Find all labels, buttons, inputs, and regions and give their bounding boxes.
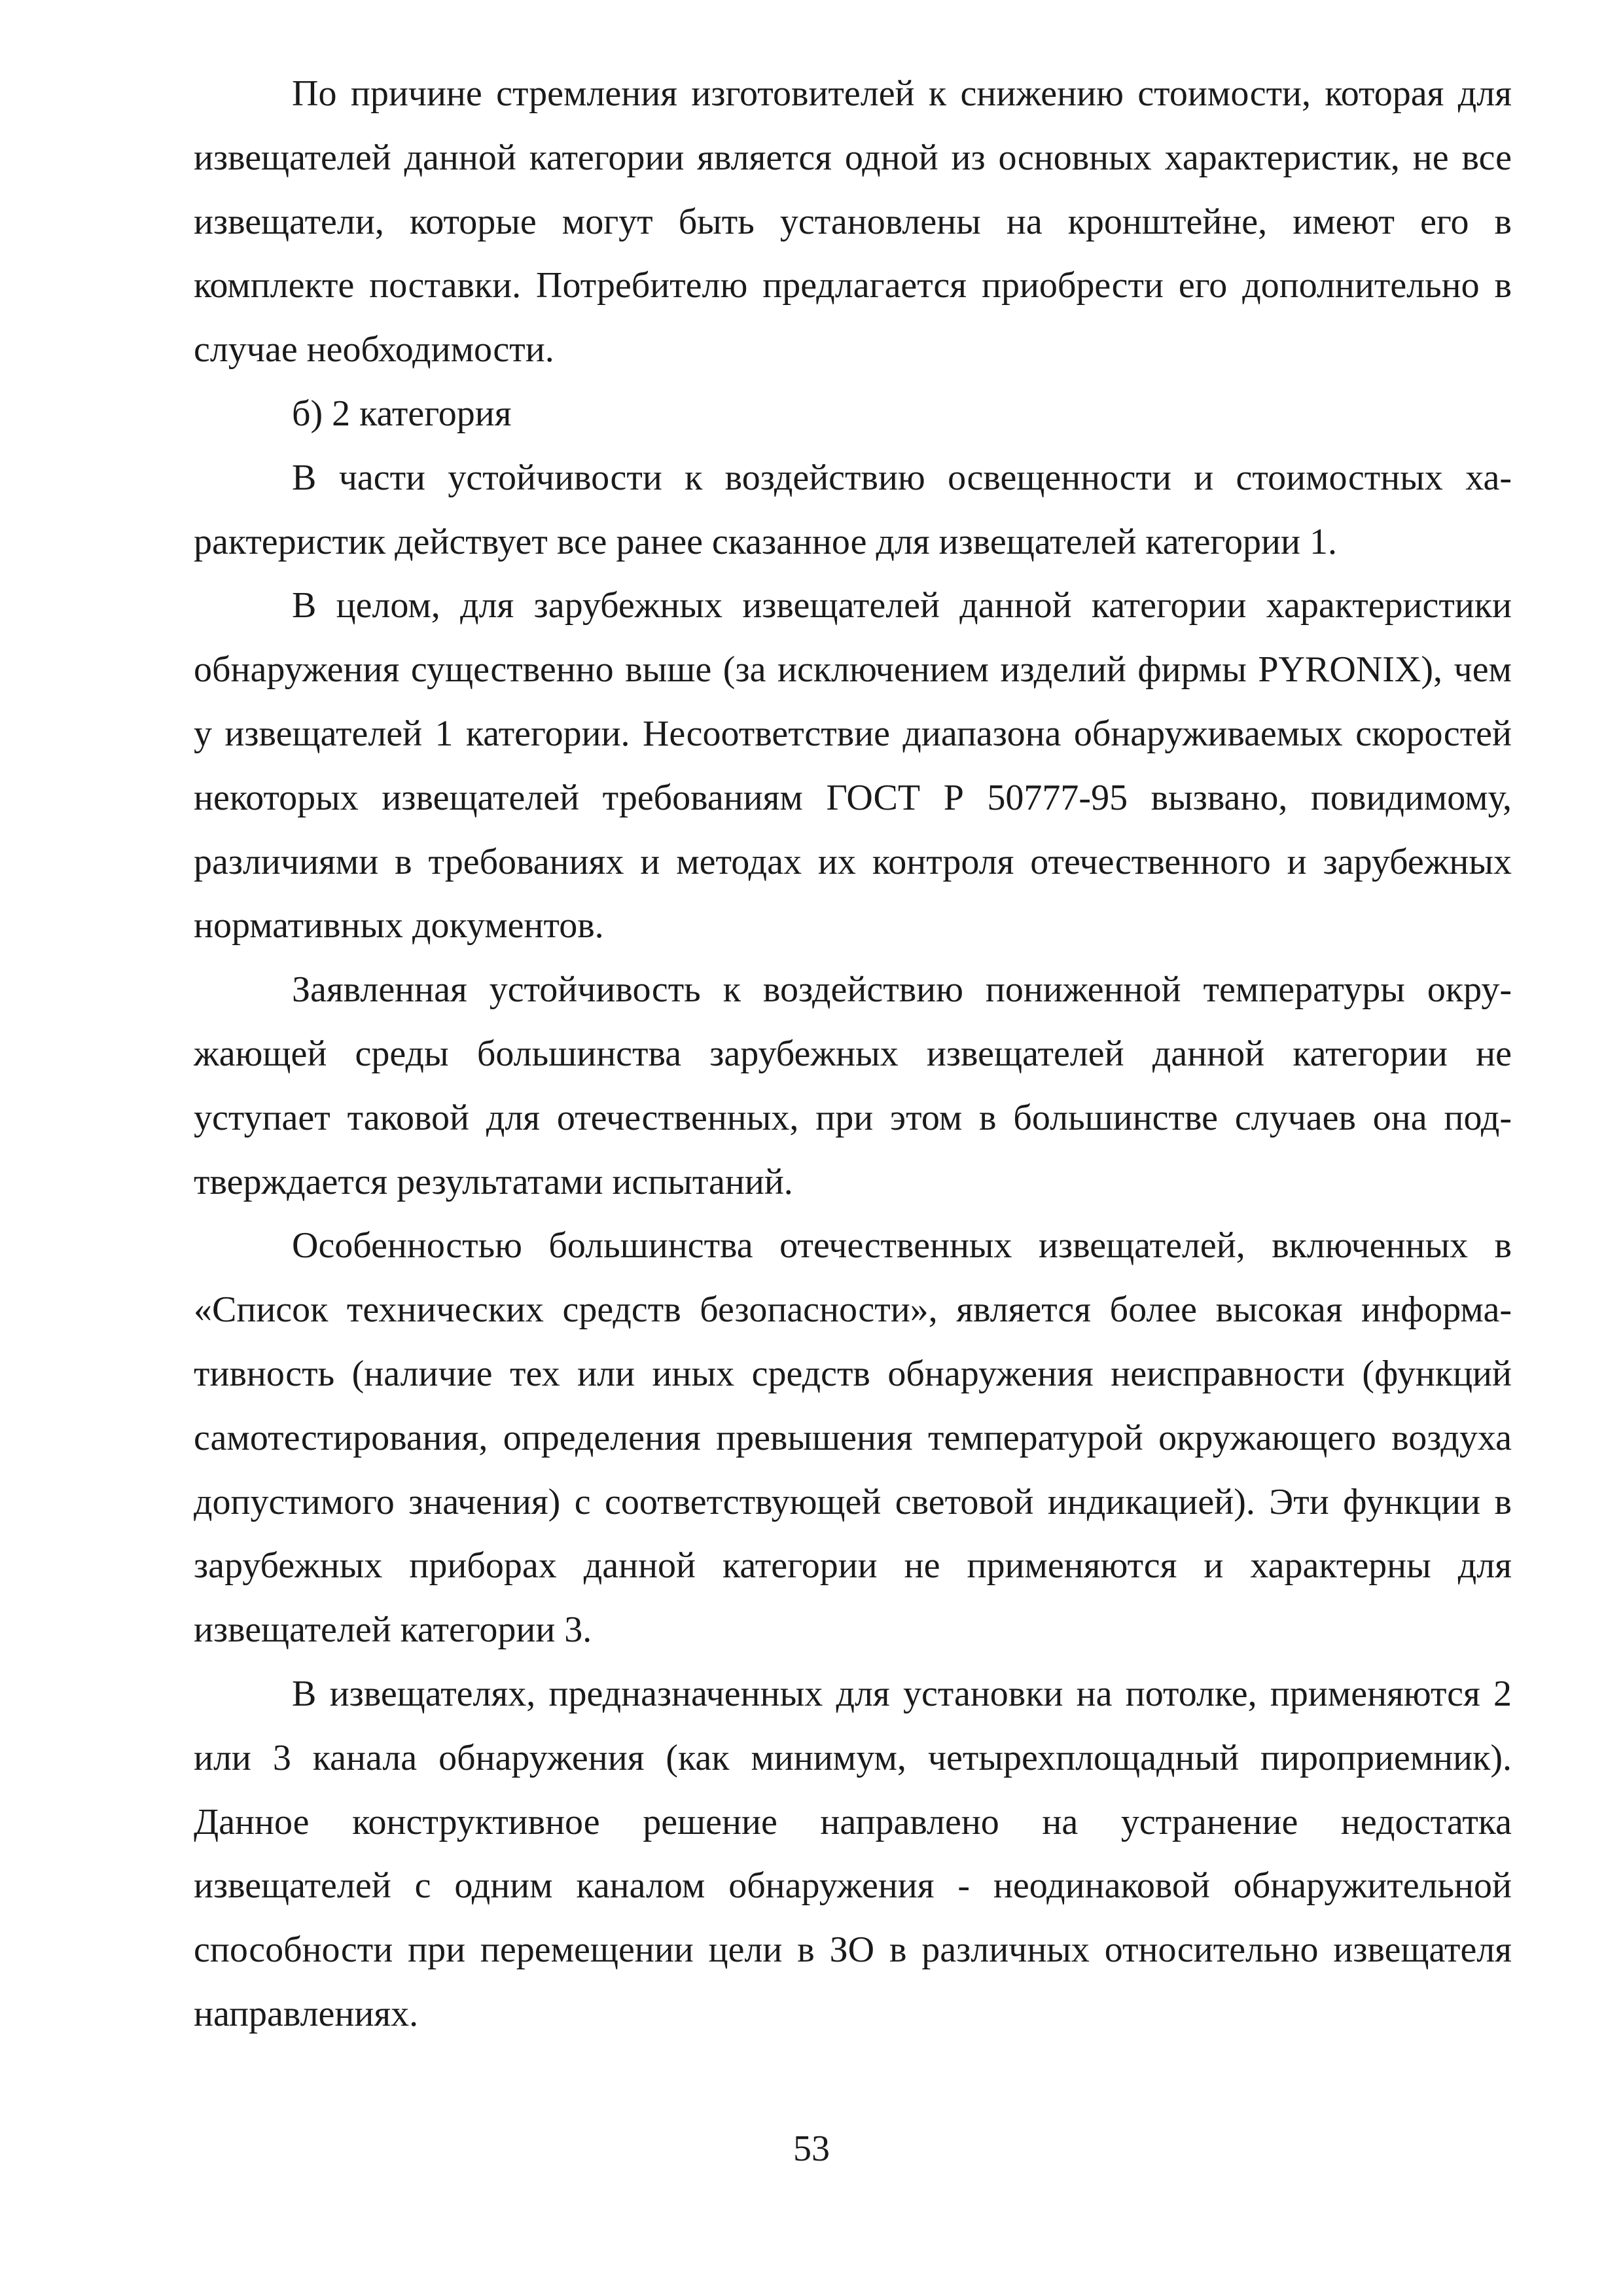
paragraph-domestic-features: Особенностью большинства отечественных извещателей, включенных в «Список технических средств безопасности», является более высокая информативность (наличие тех или иных средств обнаружения неисправности (функций самотестирования, определения превышения температурой окружающего воздуха допустимого значения) с соответствующей световой индикацией). Эти функции в зарубежных приборах данной категории не применяются и характерны для извещателей категории 3. [194, 1225, 1512, 1651]
paragraph-low-temperature: Заявленная устойчивость к воздействию пониженной температуры окружающей среды большинства зарубежных извещателей данной категории не уступает таковой для отечественных, при этом в большинстве случаев она подтверждается результатами испытаний. [194, 969, 1512, 1202]
page-number: 53 [793, 2128, 830, 2169]
paragraph-foreign-detection: В целом, для зарубежных извещателей данной категории характеристики обнаружения существенно выше (за исключением изделий фирмы PYRONIX), чем у извещателей 1 категории. Несоответствие диапазона обнаруживаемых скоростей некоторых извещателей требованиям ГОСТ Р 50777-95 вызвано, повидимому, различиями в требованиях и методах их контроля отечественного и зарубежных нормативных документов. [194, 585, 1512, 946]
paragraph-illumination-cost: В части устойчивости к воздействию освещенности и стоимостных характеристик действует все ранее сказанное для извещателей категории 1. [194, 457, 1512, 562]
document-body [194, 62, 1512, 2047]
paragraph-bracket-cost: По причине стремления изготовителей к снижению стоимости, которая для извещателей данной категории является одной из основных характеристик, не все извещатели, которые могут быть установлены на кронштейне, имеют его в комплекте поставки. Потребителю предлагается приобрести его дополнительно в случае необходимости. [194, 73, 1512, 370]
paragraph-ceiling-channels: В извещателях, предназначенных для установки на потолке, применяются 2 или 3 канала обнаружения (как минимум, четырехплощадный пироприемник). Данное конструктивное решение направлено на устранение недостатка извещателей с одним каналом обнаружения - неодинаковой обнаружительной способности при перемещении цели в ЗО в различных относительно извещателя направлениях. [194, 1673, 1512, 2034]
paragraph-category-2-heading: б) 2 категория [292, 393, 512, 434]
